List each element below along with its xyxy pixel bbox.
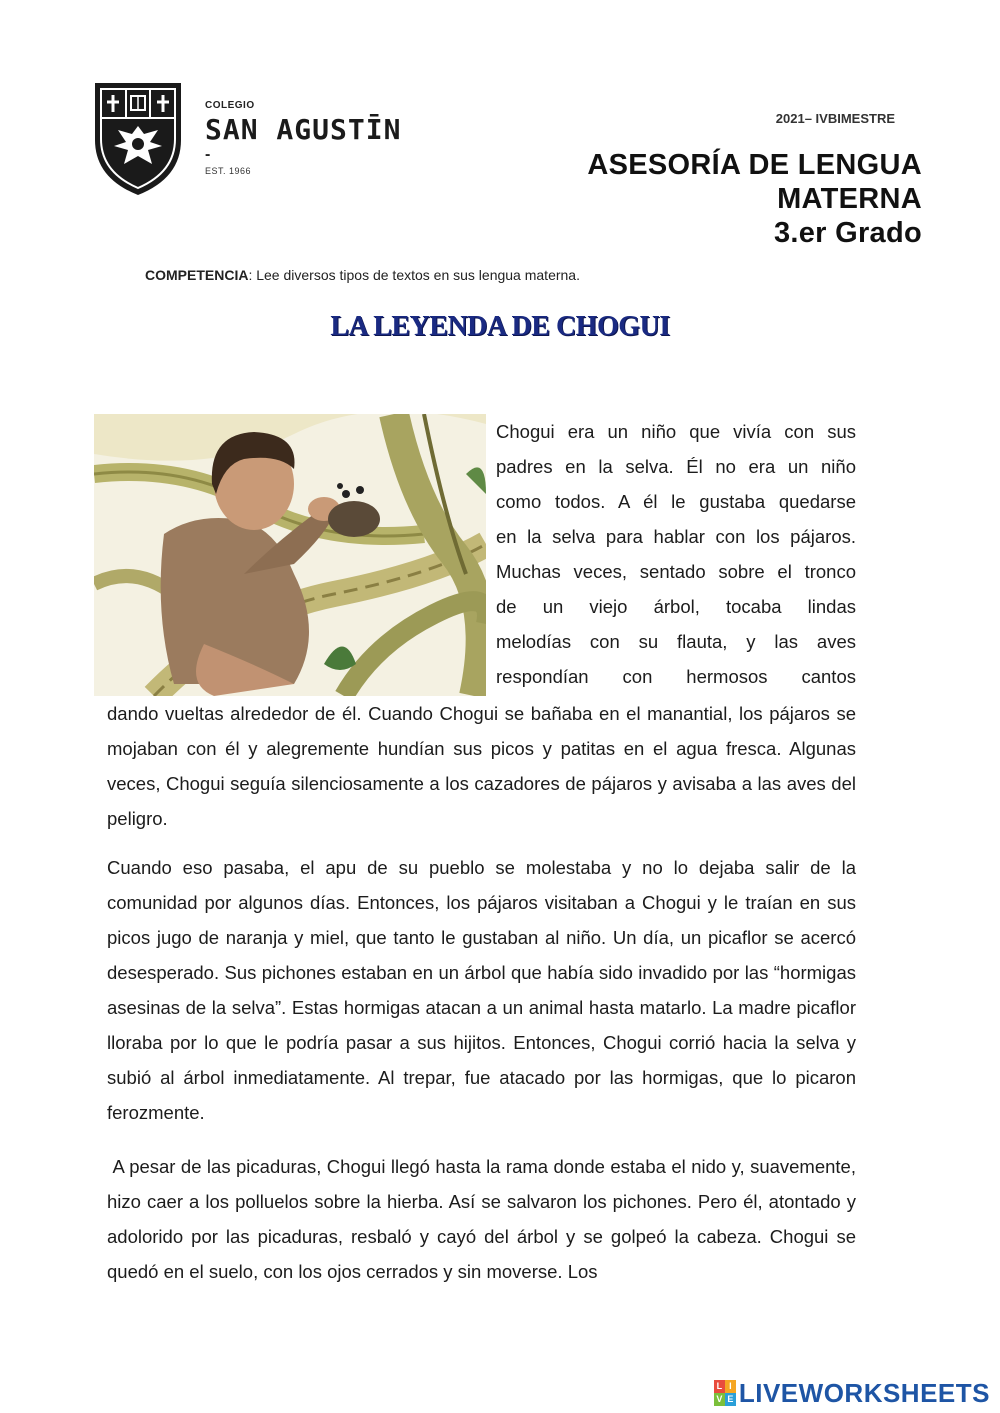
school-shield-logo — [92, 80, 184, 198]
story-paragraph-1-beside — [496, 414, 856, 694]
story-paragraph-1-rest — [107, 696, 856, 836]
liveworksheets-watermark — [714, 1378, 990, 1408]
competencia-text: : Lee diversos tipos de textos en sus lengua materna. — [248, 267, 580, 283]
story-line: en la selva para hablar con los pájaros. — [496, 526, 856, 547]
story-line: como todos. A él le gustaba quedarse — [496, 491, 856, 512]
story-paragraph-2 — [107, 850, 856, 1130]
liveworksheets-text: LIVEWORKSHEETS — [738, 1377, 990, 1408]
school-logo-text — [205, 100, 445, 176]
competencia-line — [145, 267, 580, 283]
logo-letter: I — [725, 1380, 736, 1393]
logo-letter: E — [725, 1393, 736, 1406]
story-paragraph-text: dando vueltas alrededor de él. Cuando Chogui se bañaba en el manantial, los pájaros se mojaban con él y alegremente hundían sus picos y patitas en el agua fresca. Algunas veces, Chogui seguía silenciosamente a los cazadores de pájaros y avisaba a las aves del peligro. — [107, 703, 856, 829]
competencia-label: COMPETENCIA — [145, 267, 249, 283]
story-line: Chogui era un niño que vivía con sus — [496, 421, 856, 442]
story-title: LA LEYENDA DE CHOGUI — [330, 311, 670, 342]
liveworksheets-logo-icon — [714, 1380, 736, 1406]
story-paragraph-3 — [107, 1149, 862, 1289]
header-grade: 3.er Grado — [773, 217, 922, 249]
school-dash: - — [205, 146, 211, 163]
chogui-illustration — [94, 414, 486, 696]
logo-letter: V — [714, 1393, 725, 1406]
school-name: SAN AGUSTĪN — [205, 113, 402, 146]
story-line: padres en la selva. Él no era un niño — [496, 456, 856, 477]
story-line: melodías con su flauta, y las aves — [496, 631, 856, 652]
header-year: 2021– IVBIMESTRE — [775, 111, 895, 126]
story-paragraph-text: A pesar de las picaduras, Chogui llegó hasta la rama donde estaba el nido y, suavemente, hizo caer a los polluelos sobre la hierba. Así se salvaron los pichones. Pero él, atontado y adolorido por las picaduras, resbaló y cayó del árbol y se golpeó la cabeza. Chogui se quedó en el suelo, con los ojos cerrados y sin moverse. Los — [107, 1156, 862, 1282]
header-title-line1: ASESORÍA DE LENGUA — [587, 149, 922, 181]
header-title-line2: MATERNA — [777, 183, 922, 215]
school-small-label: COLEGIO — [205, 100, 255, 111]
story-paragraph-text: Cuando eso pasaba, el apu de su pueblo se molestaba y no lo dejaba salir de la comunidad por algunos días. Entonces, los pájaros visitaban a Chogui y le traían en sus picos jugo de naranja y miel, que tanto le gustaban al niño. Un día, un picaflor se acercó desesperado. Sus pichones estaban en un árbol que había sido invadido por las “hormigas asesinas de la selva”. Estas hormigas atacan a un animal hasta matarlo. La madre picaflor lloraba por lo que le podría pasar a sus hijitos. Entonces, Chogui corrió hacia la selva y subió al árbol inmediatamente. Al trepar, fue atacado por las hormigas, que lo picaron ferozmente. — [107, 857, 856, 1123]
story-line: Muchas veces, sentado sobre el tronco — [496, 561, 856, 582]
story-line: de un viejo árbol, tocaba lindas — [496, 596, 856, 617]
story-line: respondían con hermosos cantos — [496, 666, 856, 687]
header-title — [587, 148, 922, 250]
school-established: EST. 1966 — [205, 166, 252, 176]
logo-letter: L — [714, 1380, 725, 1393]
